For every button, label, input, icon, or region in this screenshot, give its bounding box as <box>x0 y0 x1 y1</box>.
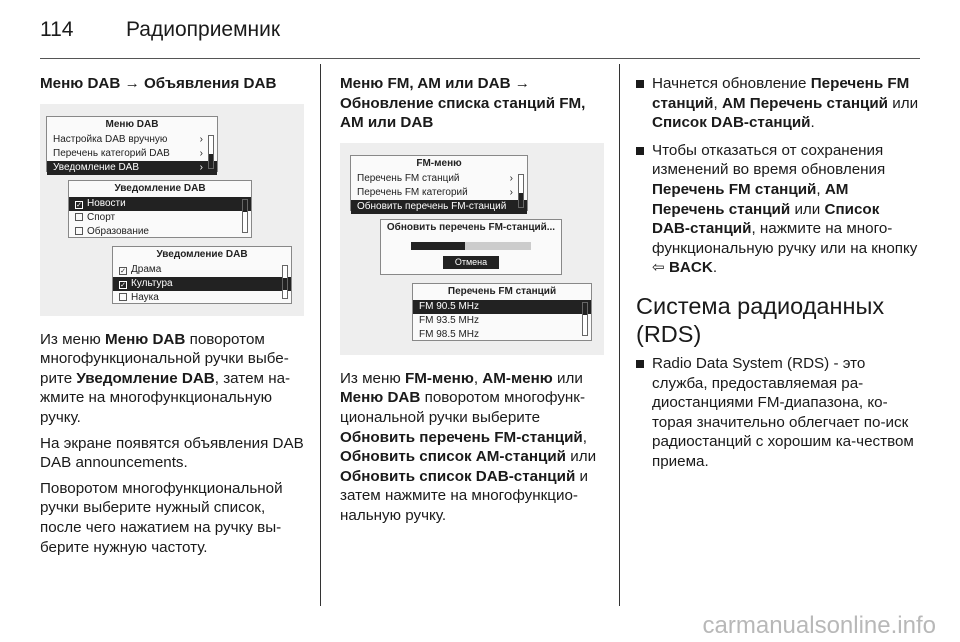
column-3 <box>636 74 920 480</box>
list-row: ✓ Драма <box>120 263 162 275</box>
dab-announcement-window <box>68 180 252 238</box>
scrollbar <box>518 174 524 208</box>
window-title: Перечень FM станций <box>447 285 557 297</box>
section-heading: Меню FM, AM или DAB → Обновление списка станций FM, AM или DAB <box>340 75 586 132</box>
scrollbar <box>208 135 214 169</box>
page-title: Радиоприемник <box>126 18 281 41</box>
dab-menu-screenshot <box>40 104 304 316</box>
page-number: 114 <box>40 18 74 41</box>
column-divider <box>619 64 620 606</box>
list-row: Наука <box>113 291 291 305</box>
progress-fill <box>411 242 465 250</box>
bullet-square-icon <box>636 80 644 88</box>
bullet-item: Radio Data System (RDS) - это служба, предоставляемая ра-диостанциями FM-диапазона, ко-торая значительно облегчает по-иск радиостанций с хорошим ка-чеством приема. <box>636 354 920 472</box>
fm-update-screenshot <box>340 143 604 355</box>
checkbox-icon <box>75 213 83 221</box>
chevron-right-icon: › <box>199 133 203 145</box>
checkbox-icon <box>119 293 127 301</box>
window-title: Меню DAB <box>105 118 159 130</box>
paragraph: Поворотом многофункциональной ручки выберите нужный список, после чего нажатием на ручку вы-берите нужную частоту. <box>40 479 283 556</box>
column-2 <box>340 74 604 532</box>
menu-row: Настройка DAB вручную › <box>53 133 203 145</box>
window-title: FM-меню <box>416 157 462 169</box>
fm-station-list-window <box>412 283 592 341</box>
bullet-square-icon <box>636 360 644 368</box>
section-title: Система радиоданных (RDS) <box>636 292 885 347</box>
checkbox-checked-icon: ✓ <box>120 267 126 275</box>
header-divider <box>40 58 920 59</box>
fm-menu-window <box>350 155 528 211</box>
scrollbar <box>582 302 588 336</box>
menu-row: Перечень FM станций › <box>357 172 513 184</box>
dab-menu-window <box>46 116 218 172</box>
list-row-selected: ✓ Культура <box>113 277 291 291</box>
scrollbar <box>282 265 288 299</box>
page-header <box>40 18 920 48</box>
scrollbar <box>242 199 248 233</box>
window-title: Уведомление DAB <box>114 182 206 194</box>
bullet-item: Начнется обновление Перечень FM станций, AM Перечень станций или Список DAB-станций. <box>636 74 920 133</box>
back-arrow-icon: ⇦ <box>652 259 669 277</box>
bullet-item: Чтобы отказаться от сохранения изменений во время обновления Перечень FM станций, AM Перечень станций или Список DAB-станций, нажмите на много-функциональную ручку или на кнопку ⇦ BACK. <box>636 141 920 278</box>
column-divider <box>320 64 321 606</box>
checkbox-checked-icon: ✓ <box>76 201 82 209</box>
list-row: Спорт <box>69 211 251 225</box>
watermark: carmanualsonline.info <box>702 612 936 639</box>
list-row: Образование <box>69 225 251 239</box>
menu-row-selected: Обновить перечень FM-станций <box>351 200 527 214</box>
dialog-title: Обновить перечень FM-станций... <box>386 221 556 233</box>
cancel-button: Отмена <box>443 256 499 269</box>
list-row-selected: FM 90.5 MHz <box>413 300 591 314</box>
section-heading: Меню DAB → Объявления DAB <box>40 75 277 92</box>
chevron-right-icon: › <box>199 147 203 159</box>
checkbox-icon <box>75 227 83 235</box>
window-title: Уведомление DAB <box>156 248 248 260</box>
menu-row-selected: Уведомление DAB › <box>47 161 217 175</box>
bullet-square-icon <box>636 147 644 155</box>
chevron-right-icon: › <box>509 186 513 198</box>
paragraph: Из меню Меню DAB поворотом многофункциональной ручки выбе-рите Уведомление DAB, затем на-жмите на многофункциональную ручку. <box>40 330 291 426</box>
list-row: FM 93.5 MHz <box>419 314 480 326</box>
paragraph: Из меню FM-меню, AM-меню или Меню DAB поворотом многофунк-циональной ручки выберите Обновить перечень FM-станций, Обновить список AM-станций или Обновить список DAB-станций и затем нажмите на многофункцио-нальную ручку. <box>340 369 597 524</box>
update-progress-dialog <box>380 219 562 275</box>
chevron-right-icon: › <box>199 161 203 173</box>
paragraph: На экране появятся объявления DAB DAB announcements. <box>40 434 304 472</box>
checkbox-checked-icon: ✓ <box>120 281 126 289</box>
menu-row: Перечень категорий DAB › <box>53 147 203 159</box>
menu-row: Перечень FM категорий › <box>357 186 513 198</box>
chevron-right-icon: › <box>509 172 513 184</box>
list-row: FM 98.5 MHz <box>419 328 480 340</box>
column-1 <box>40 74 308 563</box>
progress-bar <box>411 242 531 250</box>
list-row-selected: ✓ Новости <box>69 197 251 211</box>
dab-announcement-window-2 <box>112 246 292 304</box>
